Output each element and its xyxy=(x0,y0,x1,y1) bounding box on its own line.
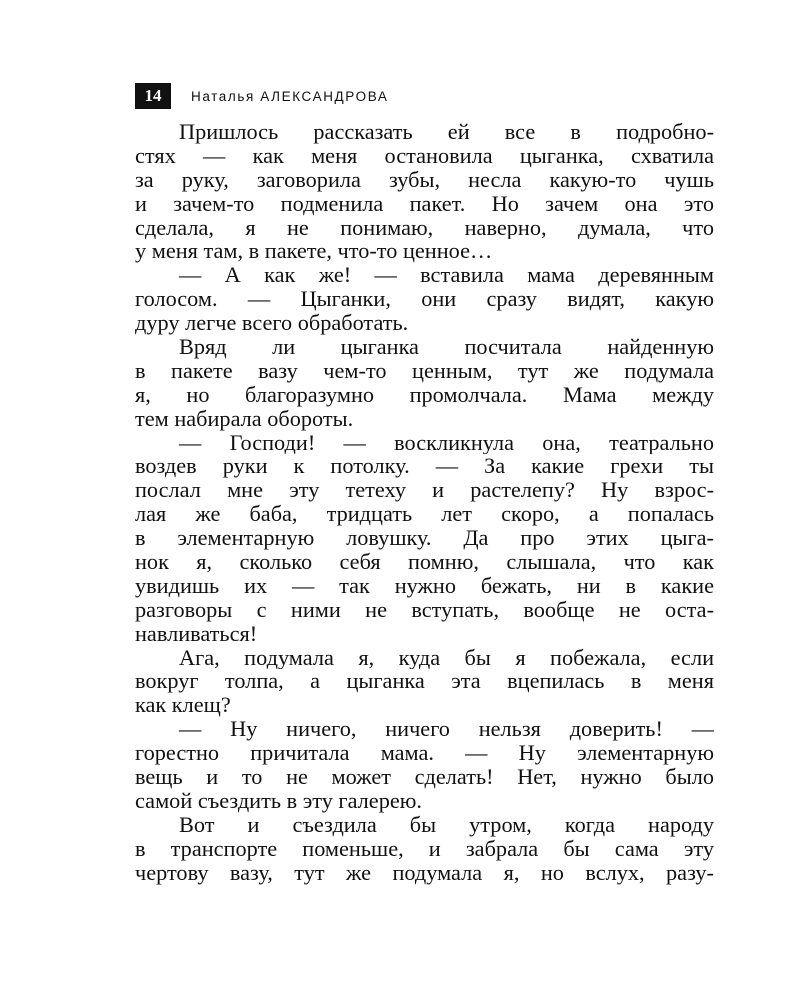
text-line: Вряд ли цыганка посчитала найденную xyxy=(179,335,714,359)
text-line: как клещ? xyxy=(135,693,231,718)
text-line: увидишь их — так нужно бежать, ни в какие xyxy=(135,573,714,598)
text-line: послал мне эту тетеху и растелепу? Ну взрос- xyxy=(135,478,714,503)
text-line: самой съездить в эту галерею. xyxy=(135,788,422,813)
text-line: разговоры с ними не вступать, вообще не оста- xyxy=(135,597,714,622)
text-line: дуру легче всего обработать. xyxy=(135,311,409,336)
text-line: в пакете вазу чем-то ценным, тут же подумала xyxy=(135,358,714,383)
body-text xyxy=(135,120,714,885)
text-line: — Господи! — воскликнула она, театрально xyxy=(179,430,714,455)
text-line: лая же баба, тридцать лет скоро, а попалась xyxy=(135,502,714,527)
text-line: за руку, заговорила зубы, несла какую-то чушь xyxy=(135,167,714,192)
page-number: 14 xyxy=(135,83,171,109)
text-line: тем набирала обороты. xyxy=(135,406,354,431)
text-line: и зачем-то подменила пакет. Но зачем она это xyxy=(135,191,714,216)
text-line: Вот и съездила бы утром, когда народу xyxy=(179,812,714,837)
text-line: стях — как меня остановила цыганка, схватила xyxy=(135,143,714,168)
page-header xyxy=(135,83,388,109)
text-line: — Ну ничего, ничего нельзя доверить! — xyxy=(179,717,714,742)
text-line: вокруг толпа, а цыганка эта вцепилась в меня xyxy=(135,669,714,694)
text-line: — А как же! — вставила мама деревянным xyxy=(179,263,714,288)
text-line: воздев руки к потолку. — За какие грехи ты xyxy=(135,454,714,479)
text-line: навливаться! xyxy=(135,621,258,646)
text-line: в элементарную ловушку. Да про этих цыга- xyxy=(135,526,714,551)
text-line: голосом. — Цыганки, они сразу видят, какую xyxy=(135,287,714,312)
text-line: у меня там, в пакете, что-то ценное… xyxy=(135,239,493,264)
text-line: нок я, сколько себя помню, слышала, что как xyxy=(135,550,714,574)
text-line: Пришлось рассказать ей все в подробно- xyxy=(179,120,714,144)
text-line: вещь и то не может сделать! Нет, нужно было xyxy=(135,765,714,789)
text-line: я, но благоразумно промолчала. Мама между xyxy=(135,382,714,407)
text-line: в транспорте поменьше, и забрала бы сама эту xyxy=(135,836,714,861)
text-line: чертову вазу, тут же подумала я, но вслух, разу- xyxy=(135,860,714,885)
text-line: сделала, я не понимаю, наверно, думала, что xyxy=(135,215,714,240)
text-line: Ага, подумала я, куда бы я побежала, если xyxy=(179,645,714,670)
running-head: Наталья АЛЕКСАНДРОВА xyxy=(191,88,389,104)
text-line: горестно причитала мама. — Ну элементарную xyxy=(135,741,714,766)
